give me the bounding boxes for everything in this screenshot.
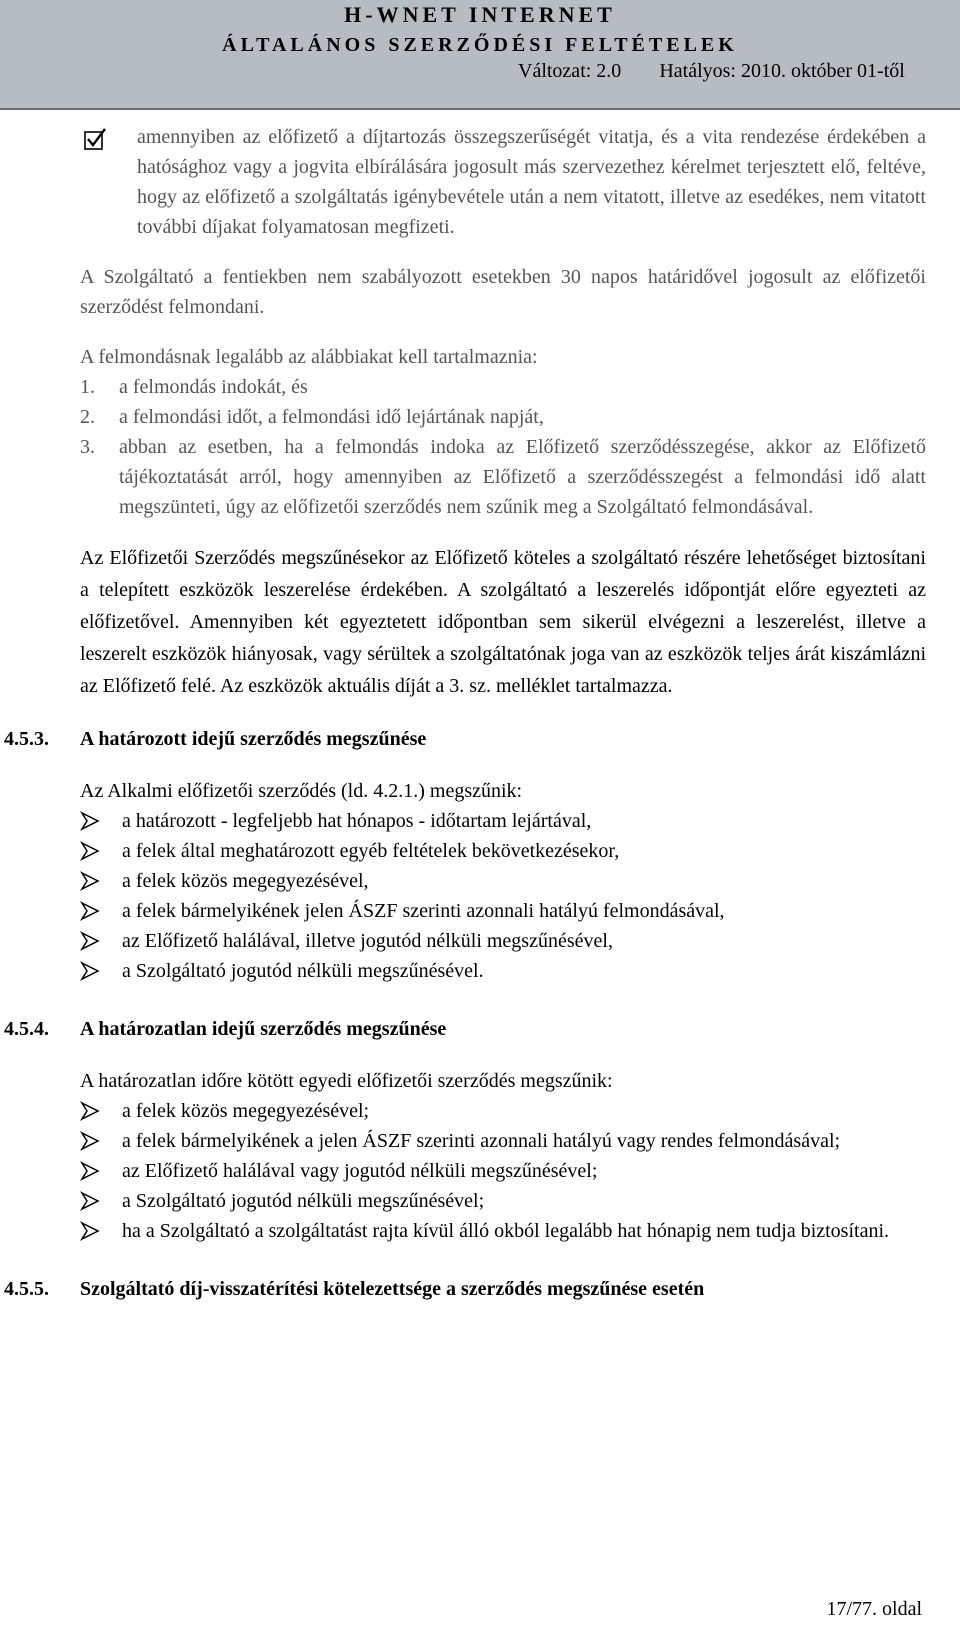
- item-text: abban az esetben, ha a felmondás indoka az Előfizető szerződésszegése, akkor az Előfizető tájékoztatását arról, hogy amennyiben az Előfizető a szerződésszegést a felmondási idő alatt megszünteti, úgy az előfizetői szerződés nem szűnik meg a Szolgáltató felmondásával.: [119, 436, 926, 518]
- paragraph-intro: [0, 776, 960, 806]
- paragraph-text: A Szolgáltató a fentiekben nem szabályozott esetekben 30 napos határidővel jogosult az előfizetői szerződést felmondani.: [80, 266, 926, 318]
- section-title: A határozott idejű szerződés megszűnése: [80, 728, 427, 750]
- list-item-text: a felek által meghatározott egyéb feltételek bekövetkezésekor,: [122, 840, 620, 862]
- arrow-bullet-icon: [80, 811, 100, 831]
- list-item: [0, 866, 960, 896]
- header-doc-title: ÁLTALÁNOS SZERZŐDÉSI FELTÉTELEK: [222, 34, 738, 56]
- list-item: [0, 1156, 960, 1186]
- numbered-item: [0, 372, 960, 402]
- checkbox-checked-icon: [84, 128, 106, 150]
- document-body: [0, 102, 960, 1304]
- header-effective-date: Hatályos: 2010. október 01-től: [659, 60, 905, 82]
- item-number: 3.: [80, 436, 95, 458]
- list-item: [0, 956, 960, 986]
- list-item: [0, 1216, 960, 1246]
- item-text: a felmondási időt, a felmondási idő lejártának napját,: [119, 406, 544, 428]
- arrow-bullet-icon: [80, 1161, 100, 1181]
- checkbox-item-text: amennyiben az előfizető a díjtartozás összegszerűségét vitatja, és a vita rendezése érdekében a hatósághoz vagy a jogvita elbírálására jogosult más szervezethez kérelmet terjesztett elő, feltéve, hogy az előfizető a szolgáltatás igénybevétele után a nem vitatott, illetve az esedékes, nem vitatott további díjakat folyamatosan megfizeti.: [137, 126, 926, 238]
- list-item-text: a felek közös megegyezésével,: [122, 870, 369, 892]
- paragraph-text: Az Alkalmi előfizetői szerződés (ld. 4.2.1.) megszűnik:: [80, 780, 523, 802]
- list-item-text: az Előfizető halálával vagy jogutód nélküli megszűnésével;: [122, 1160, 598, 1182]
- arrow-bullet-icon: [80, 871, 100, 891]
- list-item: [0, 1096, 960, 1126]
- list-item-text: ha a Szolgáltató a szolgáltatást rajta kívül álló okból legalább hat hónapig nem tudja biztosítani.: [122, 1220, 890, 1242]
- paragraph-intro: [0, 1066, 960, 1096]
- item-number: 1.: [80, 376, 95, 398]
- paragraph: [0, 542, 960, 702]
- section-number: 4.5.5.: [4, 1278, 49, 1300]
- header-company: H-WNET INTERNET: [344, 2, 616, 27]
- list-item-text: a határozott - legfeljebb hat hónapos - időtartam lejártával,: [122, 810, 592, 832]
- arrow-bullet-icon: [80, 901, 100, 921]
- item-text: a felmondás indokát, és: [119, 376, 308, 398]
- section-title: A határozatlan idejű szerződés megszűnése: [80, 1018, 447, 1040]
- paragraph-text: Az Előfizetői Szerződés megszűnésekor az Előfizető köteles a szolgáltató részére lehetőséget biztosítani a telepített eszközök leszerelése érdekében. A szolgáltató a leszerelés időpontját előre egyezteti az előfizetővel. Amennyiben két egyeztetett időpontban sem sikerül elvégezni a leszerelést, illetve a leszerelt eszközök hiányosak, vagy sérültek a szolgáltatónak joga van az eszközök teljes árát kiszámlázni az Előfizető felé. Az eszközök aktuális díját a 3. sz. melléklet tartalmazza.: [80, 547, 926, 697]
- list-item: [0, 926, 960, 956]
- list-item-text: az Előfizető halálával, illetve jogutód nélküli megszűnésével,: [122, 930, 613, 952]
- list-item-text: a felek bármelyikének a jelen ÁSZF szerinti azonnali hatályú vagy rendes felmondásával;: [122, 1130, 841, 1152]
- list-item: [0, 896, 960, 926]
- section-number: 4.5.4.: [4, 1018, 49, 1040]
- page-number: 17/77. oldal: [826, 1598, 922, 1620]
- bullet-list: [0, 1096, 960, 1246]
- document-header: [0, 0, 960, 110]
- list-item: [0, 836, 960, 866]
- numbered-item: [0, 432, 960, 522]
- paragraph: [0, 262, 960, 322]
- arrow-bullet-icon: [80, 931, 100, 951]
- list-item: [0, 1126, 960, 1156]
- paragraph-intro: [0, 342, 960, 372]
- section-title: Szolgáltató díj-visszatérítési kötelezettsége a szerződés megszűnése esetén: [80, 1278, 705, 1300]
- bullet-list: [0, 806, 960, 986]
- header-version: Változat: 2.0: [518, 60, 622, 82]
- list-item-text: a felek bármelyikének jelen ÁSZF szerinti azonnali hatályú felmondásával,: [122, 900, 725, 922]
- section-number: 4.5.3.: [4, 728, 49, 750]
- checkbox-list-item: [0, 122, 960, 242]
- arrow-bullet-icon: [80, 841, 100, 861]
- section-heading: [0, 1274, 960, 1304]
- arrow-bullet-icon: [80, 1221, 100, 1241]
- header-version-line: [518, 60, 960, 83]
- list-item-text: a Szolgáltató jogutód nélküli megszűnésével;: [122, 1190, 485, 1212]
- list-item-text: a felek közös megegyezésével;: [122, 1100, 370, 1122]
- item-number: 2.: [80, 406, 95, 428]
- numbered-item: [0, 402, 960, 432]
- list-item: [0, 1186, 960, 1216]
- arrow-bullet-icon: [80, 961, 100, 981]
- section-heading: [0, 724, 960, 754]
- arrow-bullet-icon: [80, 1191, 100, 1211]
- list-item-text: a Szolgáltató jogutód nélküli megszűnésével.: [122, 960, 484, 982]
- arrow-bullet-icon: [80, 1101, 100, 1121]
- paragraph-text: A felmondásnak legalább az alábbiakat kell tartalmaznia:: [80, 346, 538, 368]
- paragraph-text: A határozatlan időre kötött egyedi előfizetői szerződés megszűnik:: [80, 1070, 613, 1092]
- arrow-bullet-icon: [80, 1131, 100, 1151]
- list-item: [0, 806, 960, 836]
- section-heading: [0, 1014, 960, 1044]
